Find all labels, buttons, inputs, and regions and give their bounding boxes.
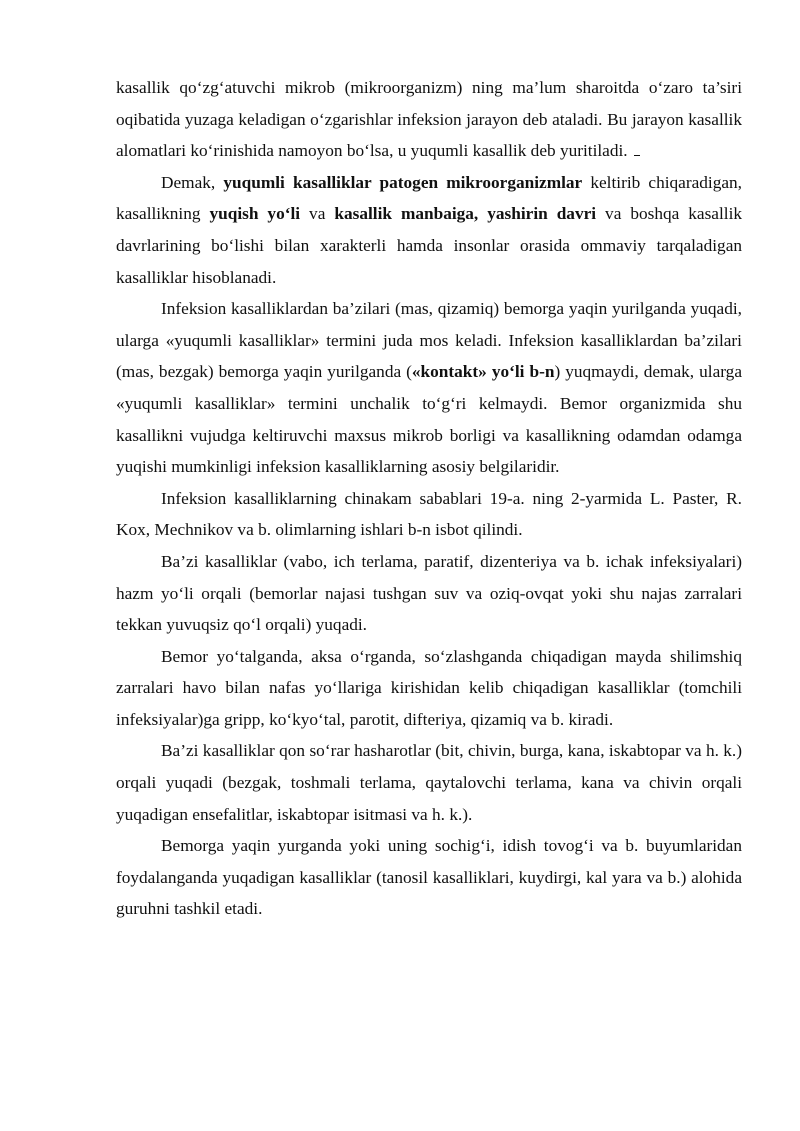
bold-term: yuqumli kasalliklar patogen mikroorganizmlar: [223, 172, 583, 192]
underscore-mark: [634, 143, 640, 156]
bold-term: kasallik manbaiga, yashirin davri: [334, 204, 597, 224]
text-run: va: [300, 204, 335, 224]
bold-term: «kontakt» yo‘li b-n: [411, 362, 555, 382]
text-run: Infeksion kasalliklarning chinakam sabablari 19-a. ning 2-yarmida L. Paster, R. Kox, Mechnikov va b. olimlarning ishlari b-n isbot qilindi.: [116, 488, 742, 540]
text-run: ) yuqmaydi, demak, ularga «yuqumli kasalliklar» termini unchalik to‘g‘ri kelmaydi. Bemor organizmida shu kasallikni vujudga keltiruvchi maxsus mikrob borligi va kasallikning odamdan odamga yuqishi mumkinligi infeksion kasalliklarning asosiy belgilaridir.: [116, 362, 742, 477]
text-run: Ba’zi kasalliklar qon so‘rar hasharotlar (bit, chivin, burga, kana, iskabtopar va h. k.) orqali yuqadi (bezgak, toshmali terlama, qaytalovchi terlama, kana va chivin orqali yuqadigan ensefalitlar, iskabtopar isitmasi va h. k.).: [116, 741, 742, 824]
text-run: Bemorga yaqin yurganda yoki uning sochig‘i, idish tovog‘i va b. buyumlaridan foydalanganda yuqadigan kasalliklar (tanosil kasalliklari, kuydirgi, kal yara va b.) alohida guruhni tashkil etadi.: [116, 836, 742, 919]
text-run: Bemor yo‘talganda, aksa o‘rganda, so‘zlashganda chiqadigan mayda shilimshiq zarralari havo bilan nafas yo‘llariga kirishidan kelib chiqadigan kasalliklar (tomchili infeksiyalar)ga gripp, ko‘kyo‘tal, parotit, difteriya, qizamiq va b. kiradi.: [116, 646, 742, 729]
text-run: va boshqa kasallik davrlarining bo‘lishi bilan xarakterli hamda insonlar orasida ommaviy tarqaladigan kasalliklar hisoblanadi.: [116, 204, 743, 287]
bold-term: yuqish yo‘li: [209, 204, 301, 224]
paragraph-p3: [116, 293, 742, 483]
paragraph-p4: [116, 483, 742, 546]
text-run: Demak,: [161, 172, 224, 192]
paragraph-p8: [116, 830, 742, 925]
text-run: Ba’zi kasalliklar (vabo, ich terlama, paratif, dizenteriya va b. ichak infeksiyalari) hazm yo‘li orqali (bemorlar najasi tushgan suv va oziq-ovqat yoki shu najas zarralari tekkan yuvuqsiz qo‘l orqali) yuqadi.: [116, 551, 742, 635]
paragraph-p2: [116, 167, 742, 293]
paragraph-p7: [116, 735, 742, 830]
text-run: Infeksion kasalliklardan ba’zilari (mas, qizamiq) bemorga yaqin yurilganda yuqadi, ularga «yuqumli kasalliklar» termini juda mos keladi. Infeksion kasalliklardan ba’zilari (mas, bezgak) bemorga yaqin yurilganda (: [116, 299, 742, 382]
document-page: [116, 72, 742, 925]
paragraph-p6: [116, 641, 742, 736]
text-run: keltirib chiqaradigan, kasallikning: [116, 172, 742, 224]
paragraph-p1: [116, 72, 742, 167]
paragraph-p5: [116, 546, 742, 641]
text-run: kasallik qo‘zg‘atuvchi mikrob (mikroorganizm) ning ma’lum sharoitda o‘zaro ta’siri oqibatida yuzaga keladigan o‘zgarishlar infeksion jarayon deb ataladi. Bu jarayon kasallik alomatlari ko‘rinishida namoyon bo‘lsa, u yuqumli kasallik deb yuritiladi.: [116, 78, 742, 161]
